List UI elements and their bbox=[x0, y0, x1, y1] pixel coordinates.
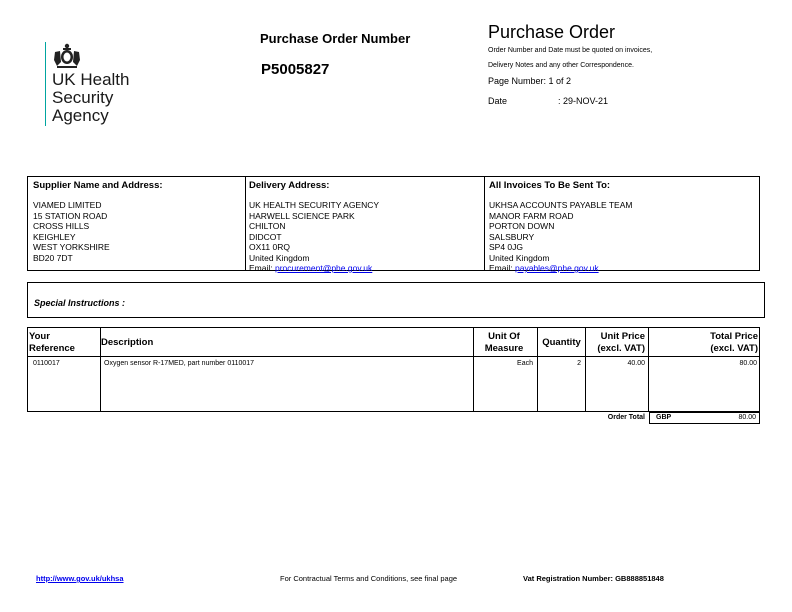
order-total-currency: GBP bbox=[656, 414, 672, 421]
delivery-line: HARWELL SCIENCE PARK bbox=[249, 210, 355, 221]
date-value: : 29-NOV-21 bbox=[558, 96, 609, 106]
footer-vat-number: Vat Registration Number: GB888851848 bbox=[523, 574, 664, 583]
invoice-address bbox=[489, 180, 632, 274]
delivery-line: CHILTON bbox=[249, 221, 286, 231]
footer-website-link[interactable]: http://www.gov.uk/ukhsa bbox=[36, 574, 124, 583]
page-title: Purchase Order bbox=[488, 22, 616, 42]
delivery-line: OX11 0RQ bbox=[249, 242, 290, 252]
special-instructions-box bbox=[27, 282, 765, 318]
delivery-email-row bbox=[249, 263, 379, 274]
quote-note-line-2: Delivery Notes and any other Correspondence. bbox=[488, 62, 634, 69]
row-quantity: 2 bbox=[577, 360, 581, 367]
logo-accent-bar bbox=[45, 42, 46, 126]
royal-crest-icon bbox=[52, 42, 82, 70]
invoice-line: MANOR FARM ROAD bbox=[489, 210, 574, 221]
row-total-price: 80.00 bbox=[739, 360, 757, 367]
invoice-line: UKHSA ACCOUNTS PAYABLE TEAM bbox=[489, 200, 633, 210]
address-divider bbox=[245, 177, 246, 270]
supplier-line: BD20 7DT bbox=[33, 252, 73, 263]
invoice-email-row bbox=[489, 263, 632, 274]
supplier-line: 15 STATION ROAD bbox=[33, 210, 108, 221]
supplier-line: VIAMED LIMITED bbox=[33, 200, 102, 210]
order-total-label: Order Total bbox=[607, 414, 645, 421]
supplier-line: WEST YORKSHIRE bbox=[33, 242, 110, 252]
line-items-table bbox=[27, 327, 760, 412]
invoice-line: SALSBURY bbox=[489, 231, 535, 242]
header-divider bbox=[28, 356, 759, 357]
column-divider bbox=[473, 328, 474, 411]
order-total-box bbox=[649, 412, 760, 424]
address-box bbox=[27, 176, 760, 271]
po-number: P5005827 bbox=[261, 61, 330, 78]
invoice-line: SP4 0JG bbox=[489, 242, 524, 252]
delivery-line: DIDCOT bbox=[249, 231, 282, 242]
logo-line-2: Security bbox=[52, 88, 114, 107]
date-label: Date bbox=[488, 96, 508, 106]
supplier-address bbox=[33, 180, 163, 263]
delivery-header: Delivery Address: bbox=[249, 180, 330, 191]
delivery-line: UK HEALTH SECURITY AGENCY bbox=[249, 200, 380, 210]
page-number: Page Number: 1 of 2 bbox=[488, 76, 572, 86]
row-reference: 0110017 bbox=[33, 360, 60, 367]
col-header-uom: Unit Of Measure bbox=[484, 331, 524, 354]
delivery-address bbox=[249, 180, 379, 274]
special-instructions-label: Special Instructions : bbox=[34, 298, 126, 308]
invoice-line: United Kingdom bbox=[489, 252, 550, 263]
delivery-line: United Kingdom bbox=[249, 252, 310, 263]
col-header-quantity: Quantity bbox=[542, 337, 581, 348]
col-header-total-price: Total Price (excl. VAT) bbox=[710, 331, 758, 354]
col-header-unit-price: Unit Price (excl. VAT) bbox=[597, 331, 645, 354]
logo-line-1: UK Health bbox=[52, 70, 130, 89]
email-label: Email: bbox=[249, 263, 275, 273]
col-header-reference: Your Reference bbox=[29, 331, 75, 354]
delivery-email-link[interactable]: procurement@phe.gov.uk bbox=[274, 263, 373, 273]
supplier-header: Supplier Name and Address: bbox=[33, 180, 163, 191]
invoice-line: PORTON DOWN bbox=[489, 221, 555, 231]
column-divider bbox=[648, 328, 649, 411]
order-total-row bbox=[27, 412, 760, 424]
po-number-label: Purchase Order Number bbox=[260, 31, 411, 46]
logo-line-3: Agency bbox=[52, 106, 109, 125]
address-divider bbox=[484, 177, 485, 270]
email-label: Email: bbox=[489, 263, 515, 273]
footer-terms-note: For Contractual Terms and Conditions, see final page bbox=[280, 574, 458, 583]
supplier-line: CROSS HILLS bbox=[33, 221, 90, 231]
quote-note-line-1: Order Number and Date must be quoted on invoices, bbox=[488, 47, 653, 54]
row-unit-price: 40.00 bbox=[627, 360, 645, 367]
invoice-header: All Invoices To Be Sent To: bbox=[489, 180, 611, 191]
order-total-value: 80.00 bbox=[738, 414, 756, 421]
column-divider bbox=[585, 328, 586, 411]
col-header-description: Description bbox=[101, 337, 154, 348]
quote-note bbox=[488, 43, 688, 73]
invoice-email-link[interactable]: payables@phe.gov.uk bbox=[514, 263, 599, 273]
logo-wordmark bbox=[52, 71, 129, 125]
column-divider bbox=[537, 328, 538, 411]
supplier-line: KEIGHLEY bbox=[33, 231, 76, 242]
row-uom: Each bbox=[517, 360, 533, 367]
row-description: Oxygen sensor R-17MED, part number 0110017 bbox=[104, 360, 255, 367]
